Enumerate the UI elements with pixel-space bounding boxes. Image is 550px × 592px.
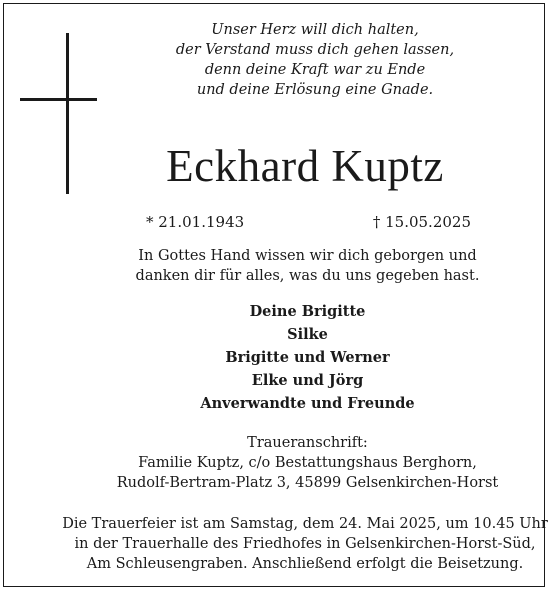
address-line: Familie Kuptz, c/o Bestattungshaus Berghorn,	[138, 455, 477, 471]
mourner: Anverwandte und Freunde	[200, 395, 415, 412]
faith-line: In Gottes Hand wissen wir dich geborgen und	[138, 248, 477, 264]
mourner: Elke und Jörg	[251, 372, 364, 389]
poem-line: Unser Herz will dich halten,	[211, 22, 419, 38]
poem-line: und deine Erlösung eine Gnade.	[196, 82, 434, 98]
poem-line: denn deine Kraft war zu Ende	[204, 62, 426, 78]
mourner: Brigitte und Werner	[225, 349, 390, 366]
funeral-line: Die Trauerfeier ist am Samstag, dem 24. Mai 2025, um 10.45 Uhr	[62, 516, 548, 532]
mourner: Silke	[287, 326, 328, 343]
mourning-address	[100, 433, 515, 493]
poem-line: der Verstand muss dich gehen lassen,	[175, 42, 455, 58]
mourner: Deine Brigitte	[249, 303, 366, 320]
funeral-notice	[60, 514, 550, 574]
faith-line: danken dir für alles, was du uns gegeben hast.	[135, 268, 480, 284]
deceased-name: Eckhard Kuptz	[166, 141, 444, 191]
birth-date: * 21.01.1943	[146, 213, 245, 231]
mourners-list	[100, 300, 515, 415]
faith-text	[100, 246, 515, 286]
address-label: Traueranschrift:	[247, 435, 368, 451]
funeral-line: Am Schleusengraben. Anschließend erfolgt die Beisetzung.	[86, 556, 524, 572]
funeral-line: in der Trauerhalle des Friedhofes in Gelsenkirchen-Horst-Süd,	[74, 536, 536, 552]
poem	[110, 20, 520, 100]
cross-horizontal-bar	[20, 98, 97, 101]
address-line: Rudolf-Bertram-Platz 3, 45899 Gelsenkirchen-Horst	[116, 475, 499, 491]
death-date: † 15.05.2025	[372, 213, 471, 231]
